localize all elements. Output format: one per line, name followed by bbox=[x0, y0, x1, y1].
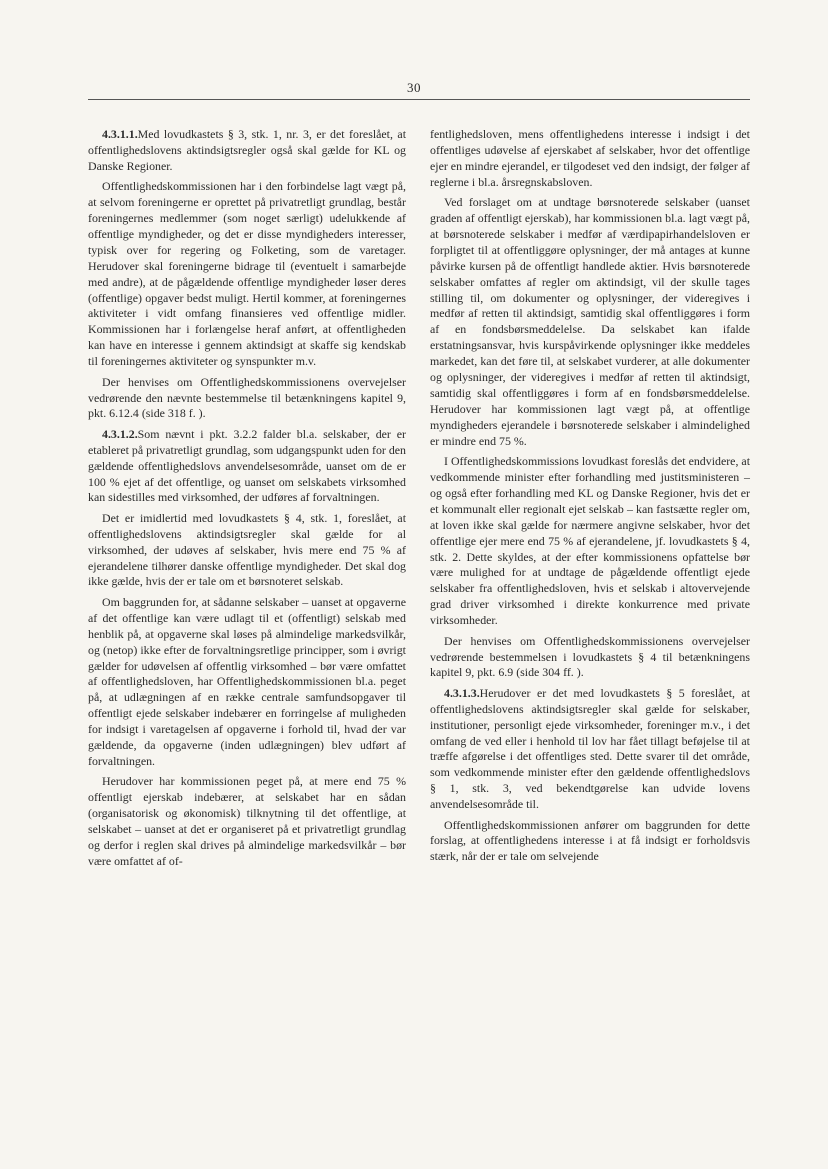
left-column bbox=[88, 127, 406, 874]
paragraph bbox=[430, 686, 750, 813]
paragraph-text: Offentlighedskommissionen har i den forbindelse lagt vægt på, at selvom foreningerne er oprettet på privatretligt grundlag, består foreningernes medlemmer (som noget særligt) udelukkende af offentlige myndigheder, og det er disse myndigheders interesser, typisk over for regering og Folketing, som de varetager. Herudover skal foreningerne bidrage til (eventuelt i samarbejde med andre), at de pågældende offentlige myndigheder løser deres (offentlige) opgaver bedst muligt. Hertil kommer, at foreningernes aktiviteter i vidt omfang finansieres ved offentlige midler. Kommissionen har i forlængelse heraf anført, at offentligheden kan have en interesse i gennem aktindsigt at skaffe sig kendskab til foreningernes aktiviteter og synspunkter m.v. bbox=[88, 179, 406, 369]
paragraph-text: Herudover er det med lovudkastets § 5 foreslået, at offentlighedslovens aktindsigtsregler skal gælde for selskaber, institutioner, personligt ejede virksomheder, foreninger m.v., i det omfang de ved eller i henhold til lov har fået tillagt beføjelse til at træffe afgørelse i det offentliges sted. Dette svarer til det område, som vedkommende minister efter den gældende offentlighedslovs § 1, stk. 3, ved bekendtgørelse kan udvide lovens anvendelsesområde til. bbox=[430, 685, 750, 812]
paragraph-text: Med lovudkastets § 3, stk. 1, nr. 3, er det foreslået, at offentlighedslovens aktindsigtsregler også skal gælde for KL og Danske Regioner. bbox=[88, 127, 406, 173]
paragraph-text: Offentlighedskommissionen anfører om baggrunden for dette forslag, at offentlighedens interesse i at få indsigt er forholdsvis stærk, når der er tale om selvejende bbox=[430, 817, 750, 864]
page-number: 30 bbox=[407, 80, 421, 95]
paragraph bbox=[430, 818, 750, 866]
paragraph-text: Der henvises om Offentlighedskommissionens overvejelser vedrørende den nævnte bestemmelse til betænkningens kapitel 9, pkt. 6.12.4 (side 318 f. ). bbox=[88, 374, 406, 421]
paragraph-text: Det er imidlertid med lovudkastets § 4, stk. 1, foreslået, at offentlighedslovens aktindsigtsregler skal gælde for al virksomhed, der udøves af selskaber, hvis mere end 75 % af ejerandelene tilhører danske offentlige myndigheder. Det skal dog ikke gælde, hvis der er tale om et børsnoteret selskab. bbox=[88, 510, 406, 589]
paragraph bbox=[88, 511, 406, 591]
right-column bbox=[430, 127, 750, 870]
paragraph bbox=[88, 427, 406, 507]
paragraph bbox=[430, 454, 750, 629]
paragraph bbox=[430, 634, 750, 682]
header-rule bbox=[88, 99, 750, 100]
section-number: 4.3.1.2. bbox=[102, 426, 138, 441]
paragraph-text: fentlighedsloven, mens offentlighedens interesse i indsigt i det offentliges udøvelse af ejerskabet af selskaber, hvor det offentlige ejer en mindre ejerandel, er tilgodeset ved den indsigt, der følger af reglerne i bl.a. årsregnskabsloven. bbox=[430, 127, 750, 189]
paragraph bbox=[88, 127, 406, 175]
paragraph bbox=[88, 179, 406, 370]
paragraph bbox=[430, 195, 750, 450]
paragraph-text: I Offentlighedskommissions lovudkast foreslås det endvidere, at vedkommende minister efter forhandling med justitsministeren – og også efter forhandling med KL og Danske Regioner, hvis det er et kommunalt eller regionalt ejet selskab – kan fastsætte regler om, at loven ikke skal gælde for nærmere angivne selskaber, hvor det offentlige ejer mere end 75 % af ejerandelene, jf. lovudkastets § 4, stk. 2. Dette skyldes, at der efter kommissionens opfattelse bør være mulighed for at undtage de pågældende offentligt ejede selskaber fra offentlighedsloven, hvis et selskab i altovervejende grad driver virksomhed i direkte konkurrence med private virksomheder. bbox=[430, 454, 750, 628]
paragraph-text: Om baggrunden for, at sådanne selskaber – uanset at opgaverne af det offentlige kan være udlagt til et (offentligt) selskab med henblik på, at opgaverne skal løses på almindelige markedsvilkår, og (netop) ikke efter de forvaltningsretlige principper, som i øvrigt gælder for udøvelsen af offentlig virksomhed – bør være omfattet af offentlighedsloven, har Offentlighedskommissionen bl.a. peget på, at udlægningen af en række centrale samfundsopgaver til offentligt ejede selskaber indebærer en forringelse af muligheden for indsigt i varetagelsen af opgaverne i forhold til, hvad der var gældende, da opgaverne (inden udlægningen) blev udført af forvaltningen. bbox=[88, 594, 406, 768]
section-number: 4.3.1.3. bbox=[444, 685, 480, 700]
paragraph bbox=[88, 774, 406, 869]
paragraph-text: Ved forslaget om at undtage børsnoterede selskaber (uanset graden af offentligt ejerskab), har kommissionen bl.a. lagt vægt på, at børsnoterede selskaber i medfør af værdipapirhandelsloven er forpligtet til at offentliggøre oplysninger, der må antages at kunne påvirke kursen på de offentligt handlede aktier. Hvis børsnoterede selskaber omfattes af regler om aktindsigt, vil der skulle tages stilling til, om dokumenter og oplysninger, der videregives i medfør af retten til aktindsigt, samtidig skal offentliggøres i form af en fondsbørsmeddelelse. Da selskabet kan ifalde erstatningsansvar, hvis kurspåvirkende oplysninger ikke meddeles markedet, kan det føre til, at selskabet vurderer, at alle dokumenter og oplysninger, der videregives i medfør af retten til aktindsigt, samtidig skal offentliggøres i form af en fondsbørsmeddelelse. Herudover har kommissionen lagt vægt på, at offentlige myndigheders ejerandele i børsnoterede selskaber i almindelighed er mindre end 75 %. bbox=[430, 195, 750, 448]
paragraph bbox=[88, 375, 406, 423]
section-number: 4.3.1.1. bbox=[102, 127, 138, 141]
paragraph-text: Herudover har kommissionen peget på, at mere end 75 % offentligt ejerskab indebærer, at selskabet har en sådan (organisatorisk og økonomisk) tilknytning til det offentlige, at selskabet – uanset at det er organiseret på et privatretligt grundlag og derfor i reglen skal drives på almindelige markedsvilkår – bør være omfattet af of- bbox=[88, 774, 406, 868]
paragraph bbox=[88, 595, 406, 770]
paragraph-text: Som nævnt i pkt. 3.2.2 falder bl.a. selskaber, der er etableret på privatretligt grundlag, som udgangspunkt uden for den gældende offentlighedslovs anvendelsesområde, uanset om de er 100 % ejet af det offentlige, og uanset om selskabets virksomhed kan sidestilles med virksomhed, der udføres af forvaltningen. bbox=[88, 426, 406, 505]
paragraph-text: Der henvises om Offentlighedskommissionens overvejelser vedrørende bestemmelsen i lovudkastets § 4 til betænkningens kapitel 9, pkt. 6.9 (side 304 ff. ). bbox=[430, 633, 750, 680]
paragraph bbox=[430, 127, 750, 191]
